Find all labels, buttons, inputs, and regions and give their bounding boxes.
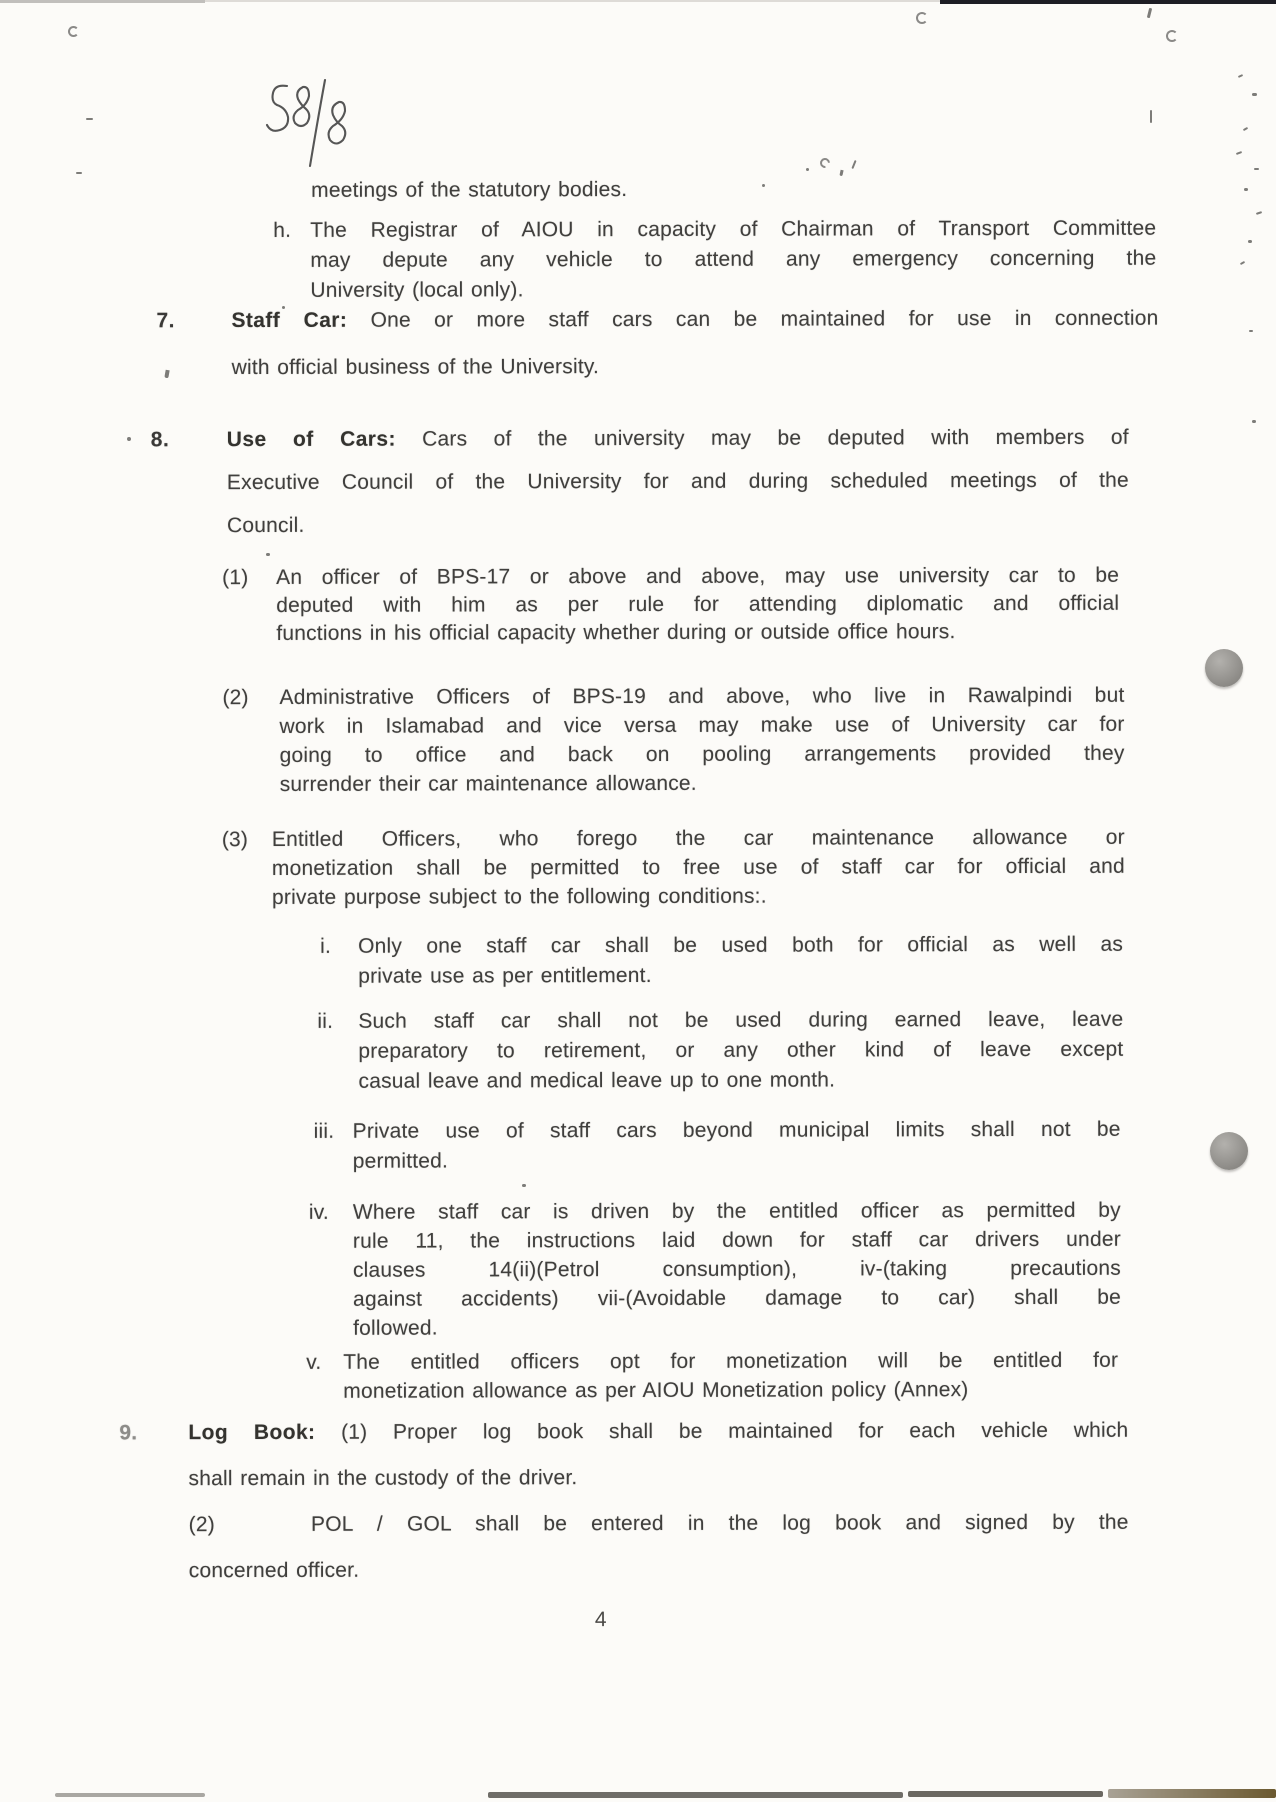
text-line: Such staff car shall not be used during earned leave, leave xyxy=(358,1007,1124,1033)
text-line: Where staff car is driven by the entitled officer as permitted by xyxy=(352,1198,1121,1224)
text-line: deputed with him as per rule for attending diplomatic and official xyxy=(276,591,1120,617)
text-line: University (local only). xyxy=(310,278,524,302)
text-line: work in Islamabad and vice versa may make use of University car for xyxy=(279,712,1125,738)
section-title: Staff Car: xyxy=(231,308,348,333)
text-line: Private use of staff cars beyond municipal limits shall not be xyxy=(352,1117,1121,1143)
paragraph-carryover xyxy=(311,175,627,206)
text-line: Log Book: (1) Proper log book shall be maintained for each vehicle which xyxy=(188,1418,1129,1445)
text-line: functions in his official capacity whether during or outside office hours. xyxy=(276,620,956,645)
text-line: may depute any vehicle to attend any emergency concerning the xyxy=(310,246,1157,272)
list-label-3: (3) xyxy=(221,828,249,852)
text-line: going to office and back on pooling arrangements provided they xyxy=(279,741,1125,767)
text-line: monetization allowance as per AIOU Monetization policy (Annex) xyxy=(343,1378,969,1403)
text-line: meetings of the statutory bodies. xyxy=(311,178,628,202)
text-line: shall remain in the custody of the driver. xyxy=(188,1466,578,1491)
text-line: permitted. xyxy=(352,1149,449,1173)
list-label-ii: ii. xyxy=(317,1009,334,1033)
list-label-1: (1) xyxy=(222,566,249,590)
text-line: preparatory to retirement, or any other kind of leave except xyxy=(358,1037,1124,1063)
text-line: Administrative Officers of BPS-19 and above, who live in Rawalpindi but xyxy=(279,683,1125,709)
paragraph-roman-v xyxy=(343,1346,1118,1406)
paragraph-sub-3 xyxy=(272,823,1125,912)
text-line: Only one staff car shall be used both for official as well as xyxy=(358,932,1124,958)
text-line: Staff Car: One or more staff cars can be maintained for use in connection xyxy=(231,306,1159,333)
paragraph-roman-iii xyxy=(353,1115,1121,1177)
section-number-7: 7. xyxy=(156,309,176,333)
text-line: Executive Council of the University for and during scheduled meetings of the xyxy=(226,468,1129,495)
paragraph-roman-ii xyxy=(358,1005,1123,1097)
list-label-h: h. xyxy=(273,218,292,242)
list-label-iv: iv. xyxy=(308,1200,329,1224)
section-number-8: 8. xyxy=(150,428,170,452)
text-line: clauses 14(ii)(Petrol consumption), iv-(taking precautions xyxy=(352,1256,1121,1282)
text-line: against accidents) vii-(Avoidable damage to car) shall be xyxy=(353,1285,1122,1311)
section-number-9: 9. xyxy=(119,1421,138,1445)
text-line: with official business of the University. xyxy=(231,355,600,380)
list-label-v: v. xyxy=(306,1350,322,1374)
text-line: Council. xyxy=(226,513,305,538)
paragraph-roman-iv xyxy=(353,1196,1121,1343)
text-line: private use as per entitlement. xyxy=(358,963,652,988)
list-label-2: (2) xyxy=(222,686,249,710)
text-line: concerned officer. xyxy=(188,1558,360,1583)
page-number: 4 xyxy=(594,1608,607,1632)
list-label-i: i. xyxy=(320,934,332,958)
text-line: The Registrar of AIOU in capacity of Chairman of Transport Committee xyxy=(310,216,1157,242)
text-line: Entitled Officers, who forego the car maintenance allowance or xyxy=(271,825,1125,851)
text-line: Use of Cars: Cars of the university may be deputed with members of xyxy=(226,425,1129,452)
paragraph-section-8 xyxy=(227,416,1129,547)
text-line: private purpose subject to the following conditions:. xyxy=(271,884,767,909)
paragraph-section-7 xyxy=(231,295,1158,391)
text-line: The entitled officers opt for monetization will be entitled for xyxy=(343,1348,1119,1374)
paragraph-sub-1 xyxy=(276,562,1119,648)
text-line: monetization shall be permitted to free use of staff car for official and xyxy=(271,854,1125,880)
list-label-iii: iii. xyxy=(313,1119,335,1143)
paragraph-item-h xyxy=(310,214,1156,306)
paragraph-sub-2 xyxy=(279,681,1124,799)
section-title: Use of Cars: xyxy=(226,427,396,452)
text-line: An officer of BPS-17 or above and above, may use university car to be xyxy=(276,563,1120,589)
text-line: followed. xyxy=(353,1316,438,1340)
text-line: (2) POL / GOL shall be entered in the log book and signed by the xyxy=(188,1510,1129,1537)
section-title: Log Book: xyxy=(188,1420,316,1445)
paragraph-roman-i xyxy=(358,930,1123,992)
text-line: rule 11, the instructions laid down for staff car drivers under xyxy=(352,1227,1121,1253)
paragraph-section-9 xyxy=(188,1408,1128,1594)
text-line: casual leave and medical leave up to one month. xyxy=(358,1068,836,1093)
text-line: surrender their car maintenance allowance. xyxy=(279,771,697,796)
